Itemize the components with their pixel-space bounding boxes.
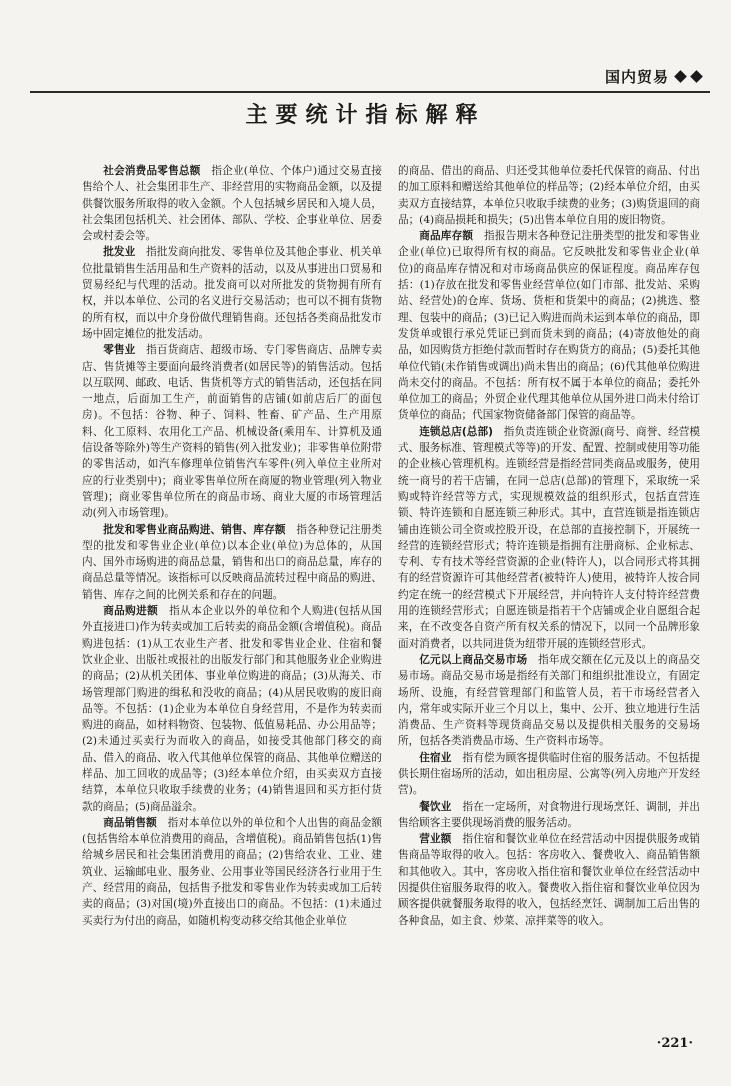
right-column [398, 163, 700, 929]
entry [398, 424, 700, 652]
entry-text: 指住宿和餐饮业单位在经营活动中因提供服务或销售商品等取得的收入。包括：客房收入、餐费收入、商品销售额和其他收入。其中，客房收入指住宿和餐饮业单位在经营活动中因提供住宿服务取得的收入。餐费收入指住宿和餐饮业单位因为顾客提供就餐服务取得的收入，包括经烹饪、调制加工后出售的各种食品，如主食、炒菜、凉拌菜等的收入。 [398, 833, 701, 927]
entry-term: 餐饮业 [419, 800, 452, 813]
entry [398, 652, 700, 750]
entry-term: 商品购进额 [103, 605, 159, 618]
page-title: 主要统计指标解释 [245, 103, 486, 128]
entry [82, 244, 382, 342]
entry [398, 228, 700, 424]
entry [398, 750, 700, 799]
entry-term: 批发和零售业商品购进、销售、库存额 [103, 523, 286, 536]
entry [82, 342, 382, 521]
entry [82, 603, 382, 815]
entry-term: 商品库存额 [419, 230, 474, 243]
entry-term: 零售业 [103, 344, 136, 357]
entry-text: 指从本企业以外的单位和个人购进(包括从国外直接进口)作为转卖或加工后转卖的商品金额(含增值税)。商品购进包括：(1)从工农业生产者、批发和零售业企业、住宿和餐饮业企业、出版社或报社的出版发行部门和其他服务业企业购进的商品；(2)从机关团体、事业单位购进的商品；(3)从海关、市场管理部门购进的缉私和没收的商品；(4)从居民收购的废旧商品等。不包括：(1)企业为本单位自身经营用，不是作为转卖而购进的商品，如材料物资、包装物、低值易耗品、办公用品等；(2)未通过买卖行为而收入的商品，如接受其他部门移交的商品、借入的商品、收入代其他单位保管的商品、其他单位赠送的样品、加工回收的成品等；(3)经本单位介绍，由买卖双方直接结算，本单位只收取手续费的业务；(4)销售退回和买方拒付货款的商品；(5)商品溢余。 [82, 605, 383, 813]
entry-term: 商品销售额 [103, 816, 157, 829]
entry-text: 指批发商向批发、零售单位及其他企事业、机关单位批量销售生活用品和生产资料的活动，以及从事进出口贸易和贸易经纪与代理的活动。批发商可以对所批发的货物拥有所有权，并以本单位、公司的名义进行交易活动；也可以不拥有货物的所有权，而以中介身份做代理销售商。还包括各类商品批发市场中固定摊位的批发活动。 [82, 246, 383, 340]
entry-continuation [398, 163, 700, 228]
entry [82, 815, 382, 929]
entry-text: 指百货商店、超级市场、专门零售商店、品牌专卖店、售货摊等主要面向最终消费者(如居民等)的销售活动。包括以互联网、邮政、电话、售货机等方式的销售活动，还包括在同一地点，后面加工生产，前面销售的店铺(如前店后厂的面包房)。不包括：谷物、种子、饲料、牲畜、矿产品、生产用原料、化工原料、农用化工产品、机械设备(乘用车、计算机及通信设备等除外)等生产资料的销售(列入批发业)；非零售单位附带的零售活动，如汽车修理单位销售汽车零件(列入单位主业所对应的行业类别中)；商业零售单位所在商厦的物业管理(列入物业管理)；商业零售单位所在的商品市场、商业大厦的市场管理活动(列入市场管理)。 [82, 344, 383, 520]
entry [82, 163, 382, 244]
entry-term: 住宿业 [419, 751, 452, 764]
diamond-icon [674, 70, 687, 83]
entry-text: 指有偿为顾客提供临时住宿的服务活动。不包括提供长期住宿场所的活动，如出租房屋、公寓等(列入房地产开发经营)。 [398, 751, 701, 797]
entry-term: 营业额 [419, 833, 452, 846]
entry-term: 社会消费品零售总额 [103, 165, 201, 177]
page-number: ·221· [656, 1036, 693, 1051]
diamond-icon [690, 70, 703, 83]
entry [82, 522, 382, 603]
left-column [82, 163, 382, 929]
entry-text: 的商品、借出的商品、归还受其他单位委托代保管的商品、付出的加工原料和赠送给其他单位的样品等；(2)经本单位介绍，由买卖双方直接结算，本单位只收取手续费的业务；(3)购货退回的商品；(4)商品损耗和损失；(5)出售本单位自用的废旧物资。 [398, 165, 700, 226]
entry-term: 亿元以上商品交易市场 [419, 653, 528, 666]
entry-text: 指报告期末各种登记注册类型的批发和零售业企业(单位)已取得所有权的商品。它反映批发和零售业企业(单位)的商品库存情况和对市场商品供应的保证程度。商品库存包括：(1)存放在批发和零售业经营单位(如门市部、批发站、采购站、经营处)的仓库、货场、货柜和货架中的商品；(2)挑选、整理、包装中的商品；(3)已记入购进而尚未运到本单位的商品，即发货单或银行承兑凭证已到而货未到的商品；(4)寄放他处的商品，如因购货方拒绝付款而暂时存在购货方的商品；(5)委托其他单位代销(未作销售或调出)尚未售出的商品；(6)代其他单位购进尚未交付的商品。不包括：所有权不属于本单位的商品；委托外单位加工的商品；外贸企业代理其他单位从国外进口尚未付给订货单位的商品；代国家物资储备部门保管的商品等。 [398, 230, 701, 422]
entry-text: 指年成交额在亿元及以上的商品交易市场。商品交易市场是指经有关部门和组织批准设立，有固定场所、设施，有经营管理部门和监管人员，若干市场经营者入内，常年或实际开业三个月以上，集中、公开、独立地进行生活消费品、生产资料等现货商品交易以及提供相关服务的交易场所，包括各类消费品市场、生产资料市场等。 [398, 653, 701, 748]
entry-text: 指企业(单位、个体户)通过交易直接售给个人、社会集团非生产、非经营用的实物商品金额，以及提供餐饮服务所取得的收入金额。个人包括城乡居民和入境人员，社会集团包括机关、社会团体、部队、学校、企事业单位、居委会或村委会等。 [82, 165, 383, 243]
entry [398, 799, 700, 832]
header-rule [30, 91, 710, 93]
entry-term: 连锁总店(总部) [419, 425, 493, 438]
entry-text: 指负责连锁企业资源(商号、商誉、经营模式、服务标准、管理模式等等)的开发、配置、控制或使用等功能的企业核心管理机构。连锁经营是指经营同类商品或服务，使用统一商号的若干店铺，在同一总店(总部)的管理下，采取统一采购或特许经营等方式，实现规模效益的组织形式，包括直营连锁、特许连锁和自愿连锁三种形式。其中，直营连锁是指连锁店铺由连锁公司全资或控股开设，在总部的直接控制下，开展统一经营的连锁经营形式；特许连锁是指拥有注册商标、企业标志、专利、专有技术等经营资源的企业(特许人)，以合同形式将其拥有的经营资源许可其他经营者(被特许人)使用，被特许人按合同约定在统一的经营模式下开展经营，并向特许人支付特许经营费用的连锁经营形式；自愿连锁是指若干个店铺或企业自愿组合起来，在不改变各自资产所有权关系的情况下，以同一个品牌形象面对消费者，以共同进货为纽带开展的连锁经营形式。 [398, 425, 701, 650]
section-name: 国内贸易 [604, 68, 669, 86]
entry-text: 指对本单位以外的单位和个人出售的商品金额(包括售给本单位消费用的商品，含增值税)。商品销售包括(1)售给城乡居民和社会集团消费用的商品；(2)售给农业、工业、建筑业、运输邮电业、服务业、公用事业等国民经济各行业用于生产、经营用的商品，包括售予批发和零售业作为转卖或加工后转卖的商品；(3)对国(境)外直接出口的商品。不包括：(1)未通过买卖行为付出的商品，如随机构变动移交给其他企业单位 [82, 816, 383, 927]
entry [398, 831, 700, 929]
section-label [605, 66, 701, 87]
entry-text: 指在一定场所，对食物进行现场烹饪、调制，并出售给顾客主要供现场消费的服务活动。 [398, 800, 701, 829]
entry-text: 指各种登记注册类型的批发和零售业企业(单位)以本企业(单位)为总体的，从国内、国外市场购进的商品总量，销售和出口的商品总量，库存的商品总量等情况。该指标可以反映商品流转过程中商品的购进、销售、库存之间的比例关系和存在的问题。 [82, 523, 383, 601]
entry-term: 批发业 [103, 246, 136, 259]
